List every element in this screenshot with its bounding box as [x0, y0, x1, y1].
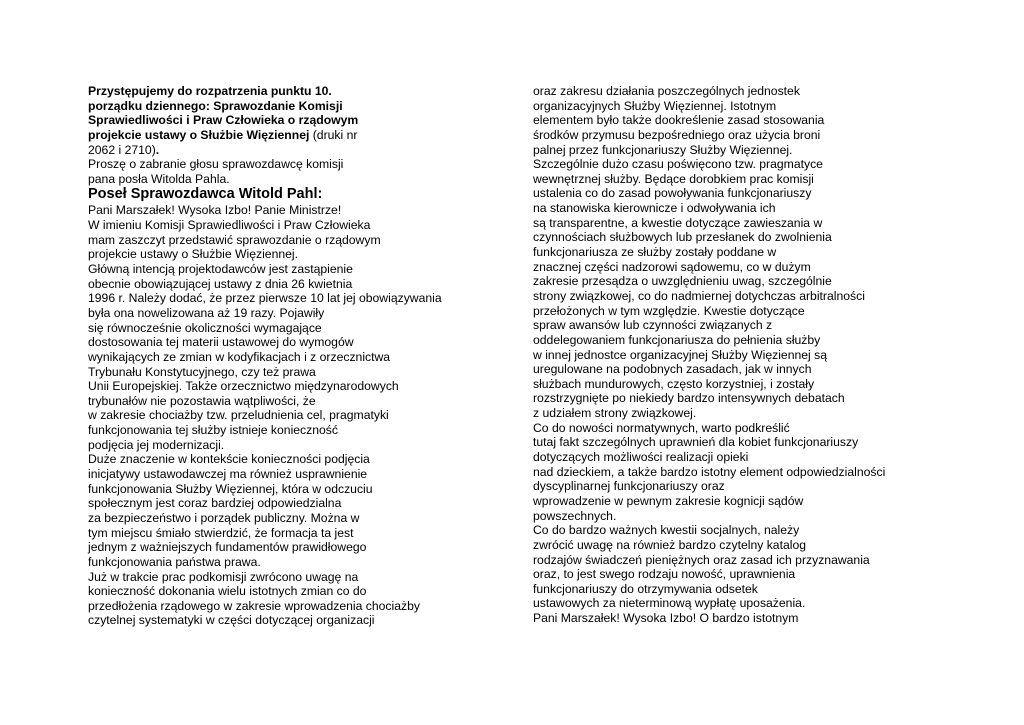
text-line: tutaj fakt szczególnych uprawnień dla kobiet funkcjonariuszy [533, 435, 859, 450]
text-line: wprowadzenie w pewnym zakresie kognicji sądów [533, 493, 804, 508]
text-line: rodzajów świadczeń pieniężnych oraz zasad ich przyznawania [533, 552, 870, 567]
speaker-heading: Poseł Sprawozdawca Witold Pahl: [88, 186, 323, 203]
intro-bold-text: . [155, 142, 160, 157]
text-line: funkcjonariusza ze służby zostały poddane w [533, 245, 777, 260]
text-line: wynikających ze zmian w kodyfikacjach i z orzecznictwa [88, 349, 391, 364]
intro-line [88, 143, 478, 158]
text-line: oraz zakresu działania poszczególnych jednostek [533, 84, 800, 98]
text-line: znacznej części nadzorowi sądowemu, co w dużym [533, 259, 811, 274]
intro-line: porządku dziennego: Sprawozdanie Komisji [88, 98, 343, 113]
text-line: w zakresie chociażby tzw. przeludnienia cel, pragmatyki [88, 408, 389, 423]
text-line: pana posła Witolda Pahla. [88, 171, 230, 186]
text-line: środków przymusu bezpośredniego oraz użycia broni [533, 127, 821, 142]
text-line: 1996 r. Należy dodać, że przez pierwsze 10 lat jej obowiązywania [88, 291, 442, 306]
intro-line: Przystępujemy do rozpatrzenia punktu 10. [88, 84, 332, 98]
text-line: funkcjonowania Służby Więziennej, która w odczuciu [88, 481, 373, 496]
text-line: Duże znaczenie w kontekście konieczności podjęcia [88, 452, 370, 467]
left-column [88, 84, 478, 628]
text-line: projekcie ustawy o Służbie Więziennej. [88, 247, 298, 262]
text-line: funkcjonariuszy do otrzymywania odsetek [533, 581, 758, 596]
text-line: Unii Europejskiej. Także orzecznictwo międzynarodowych [88, 379, 399, 394]
intro-bold-text: projekcie ustawy o Służbie Więziennej [88, 127, 310, 142]
text-line: ustalenia co do zasad powoływania funkcjonariuszy [533, 186, 812, 201]
text-line: mam zaszczyt przedstawić sprawozdanie o rządowym [88, 232, 381, 247]
text-line: tym miejscu śmiało stwierdzić, że formacja ta jest [88, 525, 354, 540]
text-line: przełożonych w tym względzie. Kwestie dotyczące [533, 303, 805, 318]
text-line: spraw awansów lub czynności związanych z [533, 318, 773, 333]
text-line: funkcjonowania państwa prawa. [88, 554, 261, 569]
text-line: zakresie przesądza o uwzględnieniu uwag, szczególnie [533, 274, 832, 289]
text-line: oddelegowaniem funkcjonariusza do pełnienia służby [533, 332, 821, 347]
text-line: elementem było także dookreślenie zasad stosowania [533, 113, 825, 128]
text-line: nad dzieckiem, a także bardzo istotny element odpowiedzialności [533, 464, 886, 479]
text-line: inicjatywy ustawodawczej ma również usprawnienie [88, 467, 368, 482]
text-line: Już w trakcie prac podkomisji zwrócono uwagę na [88, 569, 359, 584]
text-line: uregulowane na podobnych zasadach, jak w innych [533, 362, 812, 377]
text-line: funkcjonowania tej służby istnieje konieczność [88, 423, 338, 438]
intro-line: Sprawiedliwości i Praw Człowieka o rządowym [88, 113, 359, 128]
text-line: jednym z ważniejszych fundamentów prawidłowego [88, 540, 367, 555]
text-line: Proszę o zabranie głosu sprawozdawcę komisji [88, 157, 344, 172]
text-line: wewnętrznej służby. Będące dorobkiem prac komisji [533, 171, 814, 186]
text-line: służbach mundurowych, często korzystniej, i zostały [533, 376, 815, 391]
text-line: są transparentne, a kwestie dotyczące zawieszania w [533, 215, 823, 230]
text-line: podjęcia jej modernizacji. [88, 437, 225, 452]
text-line: była ona nowelizowana aż 19 razy. Pojawiły [88, 305, 325, 320]
text-line: Szczególnie dużo czasu poświęcono tzw. pragmatyce [533, 157, 823, 172]
text-line: Co do bardzo ważnych kwestii socjalnych, należy [533, 523, 800, 538]
text-line: z udziałem strony związkowej. [533, 406, 697, 421]
text-line: zwrócić uwagę na również bardzo czytelny katalog [533, 537, 806, 552]
right-column [533, 84, 943, 626]
left-paragraph-b [88, 203, 478, 628]
text-line: ustawowych za nieterminową wypłatę uposażenia. [533, 596, 806, 611]
text-line: przedłożenia rządowego w zakresie wprowadzenia chociażby [88, 598, 420, 613]
left-paragraph-a [88, 157, 478, 186]
intro-normal-text: (druki nr [309, 127, 358, 142]
text-line: dostosowania tej materii ustawowej do wymogów [88, 335, 354, 350]
text-line: Pani Marszałek! Wysoka Izbo! Panie Ministrze! [88, 203, 342, 218]
text-line: w innej jednostce organizacyjnej Służby Więziennej są [533, 347, 828, 362]
text-line: społecznym jest coraz bardziej odpowiedzialna [88, 496, 342, 511]
text-line: na stanowiska kierownicze i odwoływania ich [533, 201, 776, 216]
text-line: dotyczących możliwości realizacji opieki [533, 450, 749, 465]
text-line: rozstrzygnięte po niekiedy bardzo intensywnych debatach [533, 391, 845, 406]
text-line: obecnie obowiązującej ustawy z dnia 26 kwietnia [88, 276, 353, 291]
text-line: Trybunału Konstytucyjnego, czy też prawa [88, 364, 316, 379]
text-line: czynnościach służbowych lub przesłanek do zwolnienia [533, 230, 832, 245]
text-line: Pani Marszałek! Wysoka Izbo! O bardzo istotnym [533, 611, 799, 626]
text-line: W imieniu Komisji Sprawiedliwości i Praw Człowieka [88, 218, 371, 233]
text-line: organizacyjnych Służby Więziennej. Istotnym [533, 98, 777, 113]
text-line: oraz, to jest swego rodzaju nowość, uprawnienia [533, 567, 796, 582]
text-line: powszechnych. [533, 508, 617, 523]
text-line: konieczność dokonania wielu istotnych zmian co do [88, 584, 367, 599]
text-line: palnej przez funkcjonariuszy Służby Więziennej. [533, 142, 793, 157]
text-line: Główną intencją projektodawców jest zastąpienie [88, 262, 353, 277]
intro-line [88, 128, 478, 143]
text-line: za bezpieczeństwo i porządek publiczny. Można w [88, 510, 360, 525]
text-line: dyscyplinarnej funkcjonariuszy oraz [533, 479, 725, 494]
text-line: strony związkowej, co do nadmiernej dotychczas arbitralności [533, 288, 865, 303]
text-line: czytelnej systematyki w części dotyczącej organizacji [88, 613, 375, 628]
text-line: trybunałów nie pozostawia wątpliwości, że [88, 393, 316, 408]
text-line: Co do nowości normatywnych, warto podkreślić [533, 420, 790, 435]
intro-normal-text: 2062 i 2710) [88, 142, 156, 157]
text-line: się równocześnie okoliczności wymagające [88, 320, 322, 335]
